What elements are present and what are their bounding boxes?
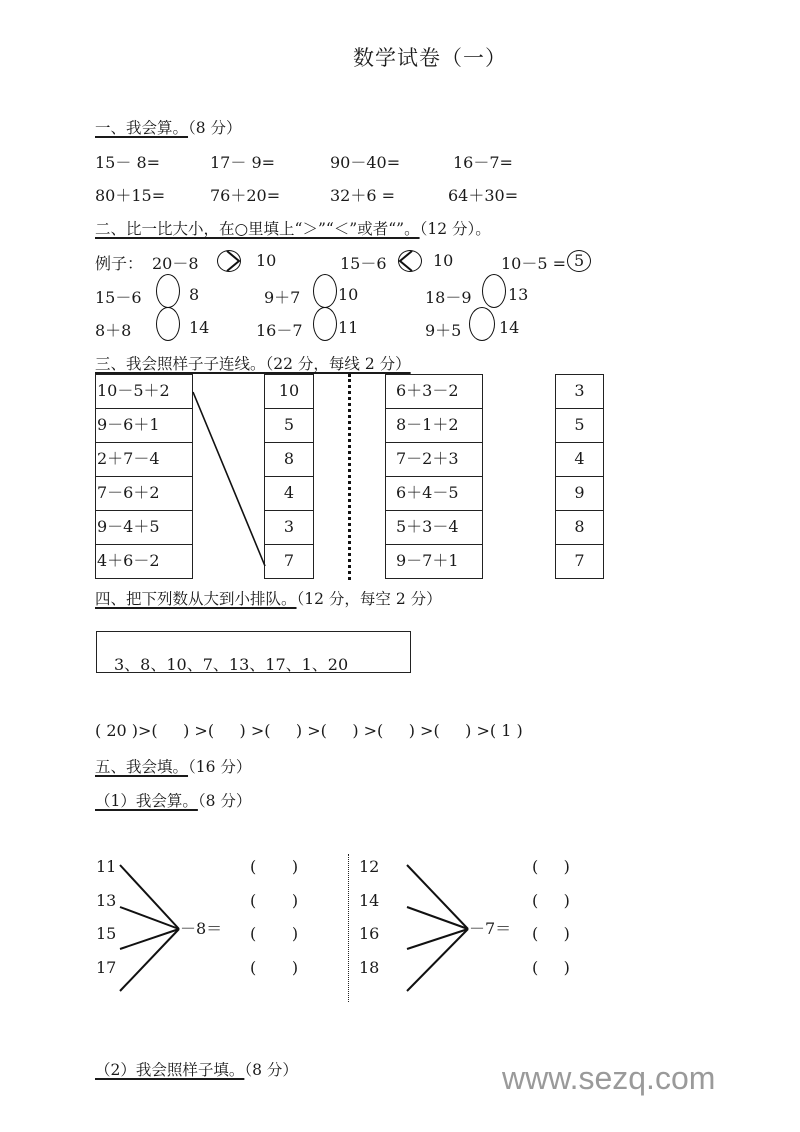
example-right: 10 [433,251,454,270]
watermark: www.sezq.com [502,1060,716,1096]
answer-blank[interactable]: ( ) [532,857,570,876]
expression-cell[interactable]: 4＋6－2 [95,544,193,579]
answer-blank[interactable]: ( ) [532,924,570,943]
expression-cell[interactable]: 5＋3－4 [385,510,483,545]
example-left: 10－5 = [501,254,567,273]
calc-item: 80＋15= [95,186,166,205]
answer-cell[interactable]: 7 [555,544,604,579]
compare-left: 15－6 [95,288,142,307]
fan-operation: －8＝ [180,919,223,938]
fan-number: 11 [96,857,117,876]
ordering-answer-line[interactable]: ( 20 )>( ) >( ) >( ) >( ) >( ) >( ) >( 1 ) [95,721,523,740]
compare-left: 18－9 [425,288,472,307]
section3-heading-text: 三、我会照样子子连线。（22 分，每线 2 分） [95,355,411,373]
section1-heading-text: 一、我会算。 [95,119,189,137]
part2-score: （8 分） [244,1061,298,1079]
fan-number: 14 [359,891,380,910]
expression-cell[interactable]: 8－1＋2 [385,408,483,443]
example-answer: 5 [574,251,585,270]
expression-cell[interactable]: 9－6＋1 [95,408,193,443]
section4-score: （12 分，每空 2 分） [296,590,442,608]
answer-cell[interactable]: 3 [264,510,314,545]
section1-score: （8 分） [188,119,242,137]
calc-item: 32＋6 = [330,186,396,205]
expression-cell[interactable]: 7－2＋3 [385,442,483,477]
section5-score: （16 分） [188,758,252,776]
example-right: 10 [256,251,277,270]
answer-blank[interactable]: ( ) [250,958,299,977]
expression-cell[interactable]: 9－7＋1 [385,544,483,579]
compare-right: 8 [189,285,200,304]
fan-number: 13 [96,891,117,910]
answer-blank[interactable]: ( ) [532,891,570,910]
answer-blank[interactable]: ( ) [250,891,299,910]
expression-cell[interactable]: 10－5＋2 [95,374,193,409]
section2-score: （12 分）。 [419,220,491,238]
dotted-divider [348,854,349,1002]
answer-cell[interactable]: 8 [555,510,604,545]
calc-item: 15－ 8= [95,153,161,172]
expression-cell[interactable]: 7－6＋2 [95,476,193,511]
answer-cell[interactable]: 3 [555,374,604,409]
compare-left: 9＋7 [264,288,301,307]
fan-number: 16 [359,924,380,943]
section2-heading-text: 二、比一比大小，在○里填上“＞”“＜”或者“”。 [95,220,420,238]
fan-number: 12 [359,857,380,876]
part2-heading-text: （2）我会照样子填。 [95,1061,245,1079]
example-left: 20－8 [152,254,199,273]
fan-operation: －7＝ [469,919,512,938]
expression-cell[interactable]: 6＋3－2 [385,374,483,409]
fan-number: 18 [359,958,380,977]
calc-item: 76＋20= [210,186,281,205]
answer-blank[interactable]: ( ) [250,857,299,876]
example-label: 例子： [95,254,144,273]
calc-item: 90－40= [330,153,401,172]
section5-heading-text: 五、我会填。 [95,758,189,776]
answer-cell[interactable]: 8 [264,442,314,477]
fan-number: 15 [96,924,117,943]
answer-blank[interactable]: ( ) [250,924,299,943]
answer-cell[interactable]: 4 [264,476,314,511]
compare-right: 13 [508,285,529,304]
section4-heading-text: 四、把下列数从大到小排队。 [95,590,297,608]
compare-left: 9＋5 [425,321,462,340]
calc-item: 64＋30= [448,186,519,205]
compare-right: 14 [189,318,210,337]
answer-blank[interactable]: ( ) [532,958,570,977]
expression-cell[interactable]: 6＋4－5 [385,476,483,511]
answer-cell[interactable]: 5 [555,408,604,443]
answer-cell[interactable]: 5 [264,408,314,443]
example-left: 15－6 [340,254,387,273]
answer-cell[interactable]: 4 [555,442,604,477]
compare-left: 8＋8 [95,321,132,340]
page-title: 数学试卷（一） [353,46,507,70]
calc-item: 17－ 9= [210,153,276,172]
fan-number: 17 [96,958,117,977]
part2-heading [95,1058,298,1080]
number-list: 3、8、10、7、13、17、1、20 [114,655,349,674]
answer-cell[interactable]: 7 [264,544,314,579]
answer-cell[interactable]: 9 [555,476,604,511]
expression-cell[interactable]: 9－4＋5 [95,510,193,545]
part1-heading-text: （1）我会算。 [95,792,198,810]
expression-cell[interactable]: 2＋7－4 [95,442,193,477]
compare-right: 10 [338,285,359,304]
part1-score: （8 分） [197,792,252,810]
compare-left: 16－7 [256,321,303,340]
compare-right: 11 [338,318,359,337]
compare-right: 14 [499,318,520,337]
calc-item: 16－7= [453,153,513,172]
answer-cell[interactable]: 10 [264,374,314,409]
